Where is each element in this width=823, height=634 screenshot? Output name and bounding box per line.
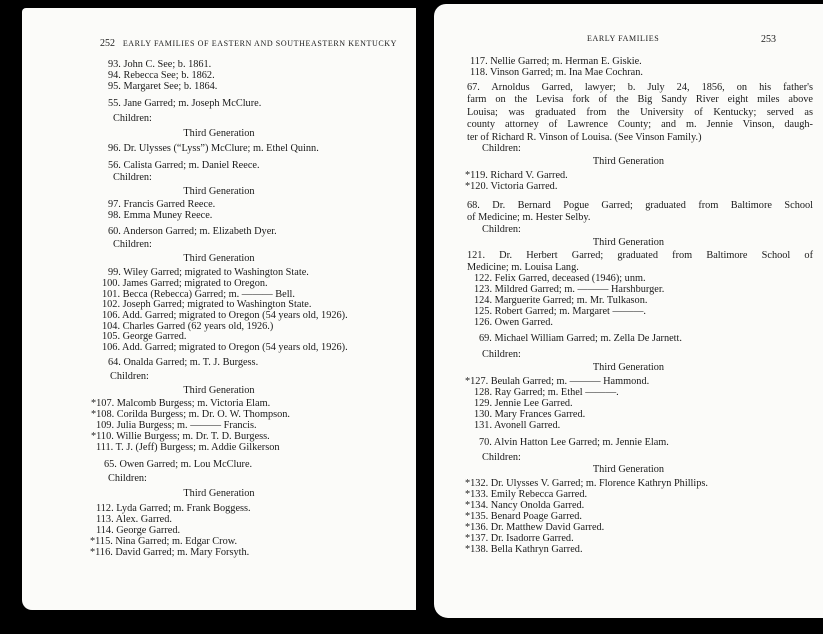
- right-entry-line: *137. Dr. Isadorre Garred.: [465, 533, 574, 544]
- right-running-head: [587, 34, 659, 43]
- generation-heading: Third Generation: [592, 156, 665, 167]
- right-entry-line: 128. Ray Garred; m. Ethel ———.: [474, 387, 619, 398]
- entry-121-line: Medicine; m. Louisa Lang.: [467, 262, 579, 274]
- right-entry-line: *138. Bella Kathryn Garred.: [465, 544, 583, 555]
- left-page-number: 252: [100, 38, 115, 49]
- entry-67-line: 67. Arnoldus Garred, lawyer; b. July 24, 1856, on his father's: [467, 82, 813, 93]
- generation-heading: Third Generation: [592, 362, 665, 373]
- left-entry-line: 95. Margaret See; b. 1864.: [108, 81, 218, 92]
- entry-121-paragraph: [467, 250, 813, 275]
- left-entry-line: 60. Anderson Garred; m. Elizabeth Dyer.: [108, 226, 277, 237]
- right-entry-line: 130. Mary Frances Garred.: [474, 409, 586, 420]
- entry-121-line: 121. Dr. Herbert Garred; graduated from Baltimore School of: [467, 250, 813, 261]
- right-entry-line: 129. Jennie Lee Garred.: [474, 398, 573, 409]
- left-entry-line: 94. Rebecca See; b. 1862.: [108, 70, 215, 81]
- right-entry-line: *133. Emily Rebecca Garred.: [465, 489, 588, 500]
- right-entry-line: 131. Avonell Garred.: [474, 420, 561, 431]
- left-entry-line: 114. George Garred.: [96, 525, 181, 536]
- left-entry-line: 105. George Garred.: [102, 331, 187, 342]
- left-entry-line: 98. Emma Muney Reece.: [108, 210, 213, 221]
- entry-68-line: of Medicine; m. Hester Selby.: [467, 212, 591, 224]
- left-entry-line: 101. Becca (Rebecca) Garred; m. ——— Bell.: [102, 289, 295, 300]
- left-entry-line: 65. Owen Garred; m. Lou McClure.: [104, 459, 253, 470]
- left-entry-line: 96. Dr. Ulysses (“Lyss”) McClure; m. Ethel Quinn.: [108, 143, 319, 154]
- left-entry-line: 55. Jane Garred; m. Joseph McClure.: [108, 98, 262, 109]
- right-entry-line: Children:: [482, 224, 521, 235]
- right-entry-line: *136. Dr. Matthew David Garred.: [465, 522, 605, 533]
- right-entry-line: *132. Dr. Ulysses V. Garred; m. Florence Kathryn Phillips.: [465, 478, 709, 489]
- right-entry-line: *134. Nancy Onolda Garred.: [465, 500, 585, 511]
- right-entry-line: 126. Owen Garred.: [474, 317, 553, 328]
- left-entry-line: Children:: [113, 239, 152, 250]
- left-entry-line: *107. Malcomb Burgess; m. Victoria Elam.: [91, 398, 271, 409]
- left-running-head-text: EARLY FAMILIES OF EASTERN AND SOUTHEASTERN KENTUCKY: [122, 39, 398, 48]
- left-entry-line: 100. James Garred; migrated to Oregon.: [102, 278, 268, 289]
- left-entry-line: 56. Calista Garred; m. Daniel Reece.: [108, 160, 260, 171]
- left-entry-line: Children:: [108, 473, 147, 484]
- left-entry-line: 102. Joseph Garred; migrated to Washington State.: [102, 299, 312, 310]
- right-entry-line: *127. Beulah Garred; m. ——— Hammond.: [465, 376, 650, 387]
- right-entry-line: 70. Alvin Hatton Lee Garred; m. Jennie Elam.: [479, 437, 669, 448]
- left-entry-line: 97. Francis Garred Reece.: [108, 199, 216, 210]
- entry-67-paragraph: [467, 82, 813, 144]
- right-entry-line: 123. Mildred Garred; m. ——— Harshburger.: [474, 284, 665, 295]
- generation-heading: Third Generation: [183, 253, 255, 264]
- left-entry-line: *108. Corilda Burgess; m. Dr. O. W. Thompson.: [91, 409, 290, 420]
- left-entry-line: 112. Lyda Garred; m. Frank Boggess.: [96, 503, 251, 514]
- left-entry-line: 104. Charles Garred (62 years old, 1926.): [102, 321, 274, 332]
- generation-heading: Third Generation: [183, 128, 255, 139]
- entry-67-line: county attorney of Lawrence County; and m. Jennie Vinson, daugh-: [467, 119, 813, 131]
- left-entry-line: *110. Willie Burgess; m. Dr. T. D. Burgess.: [91, 431, 270, 442]
- entry-67-line: farm on the Levisa fork of the Big Sandy River eight miles above: [467, 94, 813, 106]
- left-entry-line: 106. Add. Garred; migrated to Oregon (54 years old, 1926).: [102, 310, 348, 321]
- right-entry-line: *120. Victoria Garred.: [465, 181, 558, 192]
- left-entry-line: 109. Julia Burgess; m. ——— Francis.: [96, 420, 257, 431]
- right-entry-line: 122. Felix Garred, deceased (1946); unm.: [474, 273, 646, 284]
- right-page-number: 253: [761, 34, 776, 45]
- entry-67-line: Louisa; was graduated from the University of Kentucky; served as: [467, 106, 813, 118]
- right-entry-line: 118. Vinson Garred; m. Ina Mae Cochran.: [470, 67, 643, 78]
- left-entry-line: 64. Onalda Garred; m. T. J. Burgess.: [108, 357, 259, 368]
- left-entry-line: Children:: [113, 113, 152, 124]
- left-entry-line: 113. Alex. Garred.: [96, 514, 172, 525]
- right-entry-line: 124. Marguerite Garred; m. Mr. Tulkason.: [474, 295, 648, 306]
- entry-67-line: ter of Richard R. Vinson of Louisa. (See Vinson Family.): [467, 131, 702, 143]
- left-entry-line: 111. T. J. (Jeff) Burgess; m. Addie Gilkerson: [96, 442, 280, 453]
- left-entry-line: Children:: [110, 371, 149, 382]
- generation-heading: Third Generation: [183, 186, 255, 197]
- left-running-head: [100, 38, 397, 49]
- left-entry-line: 93. John C. See; b. 1861.: [108, 59, 212, 70]
- right-entry-line: 69. Michael William Garred; m. Zella De Jarnett.: [479, 333, 682, 344]
- left-page: [22, 8, 416, 610]
- left-entry-line: 99. Wiley Garred; migrated to Washington State.: [108, 267, 309, 278]
- right-entry-line: *119. Richard V. Garred.: [465, 170, 568, 181]
- generation-heading: Third Generation: [592, 237, 665, 248]
- generation-heading: Third Generation: [183, 488, 255, 499]
- generation-heading: Third Generation: [183, 385, 255, 396]
- right-entry-line: Children:: [482, 349, 521, 360]
- right-page: [434, 4, 823, 618]
- right-entry-line: *135. Benard Poage Garred.: [465, 511, 582, 522]
- generation-heading: Third Generation: [592, 464, 665, 475]
- right-entry-line: Children:: [482, 452, 521, 463]
- right-running-head-text: EARLY FAMILIES: [587, 34, 660, 43]
- right-page-number-wrap: [761, 34, 776, 45]
- right-entry-line: Children:: [482, 143, 521, 154]
- left-entry-line: *115. Nina Garred; m. Edgar Crow.: [90, 536, 238, 547]
- left-entry-line: *116. David Garred; m. Mary Forsyth.: [90, 547, 250, 558]
- right-entry-line: 117. Nellie Garred; m. Herman E. Giskie.: [470, 56, 642, 67]
- entry-68-paragraph: [467, 200, 813, 225]
- left-entry-line: Children:: [113, 172, 152, 183]
- left-entry-line: 106. Add. Garred; migrated to Oregon (54 years old, 1926).: [102, 342, 348, 353]
- entry-68-line: 68. Dr. Bernard Pogue Garred; graduated from Baltimore School: [467, 200, 813, 211]
- right-entry-line: 125. Robert Garred; m. Margaret ———.: [474, 306, 646, 317]
